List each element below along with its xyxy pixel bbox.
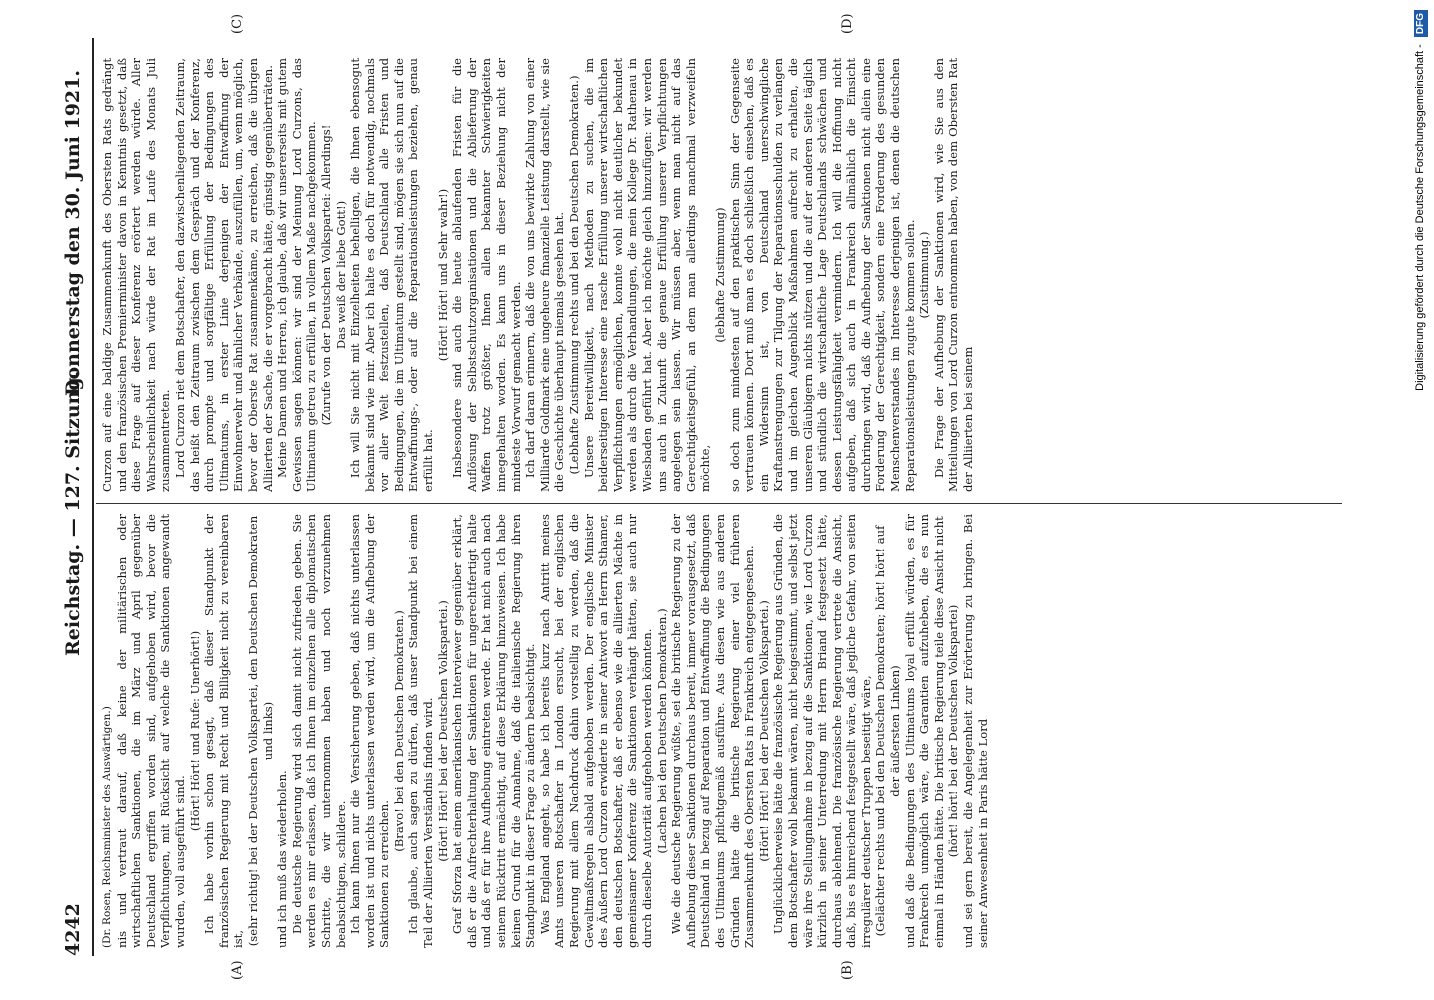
interjection: (Gelächter rechts und bei den Deutschen Demokraten; hört! hört! auf der äußersten Linken) bbox=[873, 525, 903, 937]
interjection: (Lachen bei den Deutschen Demokraten.) bbox=[654, 608, 669, 854]
interjection: (Hört! Hört! bei der Deutschen Volkspartei.) bbox=[756, 600, 771, 862]
interjection: (Zurufe von der Deutschen Volkspartei: Allerdings! bbox=[318, 124, 333, 426]
interjection: (sehr richtig! bei der Deutschen Volkspartei, den Deutschen Demokraten und links) bbox=[245, 515, 275, 947]
interjection: (Hört! Hört! und Rufe: Unerhört!) bbox=[187, 630, 202, 832]
paragraph: und daß die Bedingungen des Ultimatums loyal erfüllt würden, es für Frankreich unmöglich wäre, die Garantien aufzuheben, die es nun einmal in Händen hätte. Die britische Regierung teile diese Ansicht nicht bbox=[902, 514, 946, 948]
header-rule bbox=[92, 38, 94, 956]
column-divider bbox=[96, 503, 1342, 504]
paragraph: Die deutsche Regierung wird sich damit nicht zufrieden geben. Sie werden es mir erlassen, daß ich Ihnen im einzelnen alle diplomatischen Schritte, die wir unternommen haben und noch vorzunehmen beabsichtigen, schildere. bbox=[289, 514, 348, 948]
paragraph: Ich habe vorhin schon gesagt, daß dieser Standpunkt der französischen Regierung mit Recht und Billigkeit nicht zu vereinbaren ist, bbox=[202, 514, 246, 948]
credit-text: Digitalisierung gefördert durch die Deutsche Forschungsgemeinschaft - bbox=[1414, 44, 1426, 391]
paragraph: Graf Sforza hat einem amerikanischen Interviewer gegenüber erklärt, daß er die Aufrechterhaltung der Sanktionen für ungerechtfertigt halte und daß er für ihre Aufhebung eintreten werde. Er hat mich auch nach seinem Rücktritt ermächtigt, auf diese Erklärung hinzuweisen. Ich habe keinen Grund für die Annahme, daß die italienische Regierung ihren Standpunkt in dieser Frage zu ändern beabsichtigt. bbox=[450, 514, 538, 948]
paragraph: Ich glaube, auch sagen zu dürfen, daß unser Standpunkt bei einem Teil der Alliierten Verständnis finden wird. bbox=[406, 514, 436, 948]
interjection: Das weiß der liebe Gott!) bbox=[333, 200, 348, 350]
paragraph: Wie die deutsche Regierung wüßte, sei die britische Regierung zu der Aufhebung dieser Sanktionen durchaus bereit, immer vorausgesetzt, daß Deutschland in bezug auf Reparation und Entwaffnung die Bedingungen des Ultimatums pflichtgemäß ausführe. Aus diesen wie aus anderen Gründen hätte die britische Regierung einer viel früheren Zusammenkunft des Obersten Rats in Frankreich entgegengesehen. bbox=[669, 514, 757, 948]
paragraph: und sei gern bereit, die Angelegenheit zur Erörterung zu bringen. Bei seiner Anwesenheit in Paris hätte Lord bbox=[961, 514, 990, 948]
session-title: Reichstag. — 127. Sitzung. bbox=[62, 370, 84, 656]
paragraph: Curzon auf eine baldige Zusammenkunft des Obersten Rats gedrängt und den französischen Premierminister davon in Kenntnis gesetzt, daß diese Frage auf dieser Konferenz erörtert werden würde. Aller Wahrscheinlichkeit nach würde der Rat im Laufe des Monats Juli zusammentreten. bbox=[100, 58, 173, 492]
paragraph: nis und vertraut darauf, daß keine der militärischen oder wirtschaftlichen Sanktionen, die im März und April gegenüber Deutschland ergriffen worden sind, aufgehoben wird, bevor die Verpflichtungen, mit Rücksicht auf welche die Sanktionen angewandt wurden, voll ausgeführt sind. bbox=[114, 514, 187, 948]
paragraph: Insbesondere sind auch die heute ablaufenden Fristen für die Auflösung der Selbstschutzorganisationen und die Ablieferung der Waffen trotz größter, Ihnen allen bekannter Schwierigkeiten innegehalten worden. Es kann uns in dieser Beziehung nicht der mindeste Vorwurf gemacht werden. bbox=[450, 58, 523, 492]
paragraph: Unglücklicherweise hätte die französische Regierung aus Gründen, die dem Botschafter wohl bekannt wären, nicht beigestimmt, und selbst jetzt wäre ihre Stellungnahme in bezug auf die Sanktionen, wie Lord Curzon kürzlich in seiner Unterredung mit Herrn Briand festgesetzt hätte, durchaus ablehnend. Die französische Regierung vertrete die Ansicht, daß, bis es hinreichend festgestellt wäre, daß jegliche Gefahr, von seiten irregulärer deutscher Truppen beseitigt wäre, bbox=[771, 514, 873, 948]
interjection: (hört! hört! bei der Deutschen Volkspartei) bbox=[946, 604, 961, 858]
paragraph: Die Frage der Aufhebung der Sanktionen wird, wie Sie aus den Mitteilungen von Lord Curzon entnommen haben, von dem Obersten Rat der Alliierten bei seinem bbox=[931, 58, 976, 492]
paragraph: Was England angeht, so habe ich bereits kurz nach Antritt meines Amts unseren Botschafter in London ersucht, bei der englischen Regierung mit allem Nachdruck dahin vorstellig zu werden, daß die Gewaltmaßregeln alsbald aufgehoben werden. Der englische Minister des Äußern Lord Curzon erwiderte in seiner Antwort an Herrn Sthamer, den deutschen Botschafter, daß er ebenso wie die alliierten Mächte in gemeinsamer Konferenz die Sanktionen verhängt hätten, sie auch nur durch dieselbe Autorität aufgehoben werden könnten. bbox=[537, 514, 654, 948]
margin-mark-b: (B) bbox=[840, 960, 855, 980]
dfg-logo: DFG bbox=[1414, 10, 1428, 37]
interjection: (lebhafte Zustimmung) bbox=[712, 207, 727, 343]
interjection: (Hört! Hört! bei der Deutschen Volkspartei.) bbox=[435, 600, 450, 862]
paragraph: und ich muß das wiederholen. bbox=[275, 770, 290, 948]
paragraph: Lord Curzon riet dem Botschafter, den dazwischenliegenden Zeitraum, das heißt den Zeitraum zwischen dem Gespräch und der Konferenz, durch prompte und sorgfältige Erfüllung der Bedingungen des Ultimatums, in erster Linie derjenigen der Entwaffnung der Einwohnerwehr und ähnlicher Verbände, auszufüllen, um, wenn möglich, bevor der Oberste Rat zusammenkäme, zu erreichen, daß die übrigen Alliierten der Sache, die er vorgebracht hätte, günstig gegenüberträten. bbox=[172, 58, 275, 492]
page-number: 4242 bbox=[62, 903, 84, 956]
margin-mark-a: (A) bbox=[230, 960, 245, 980]
paragraph: Ich darf daran erinnern, daß die von uns bewirkte Zahlung von einer Milliarde Goldmark eine ungeheure finanzielle Leistung darstellt, wie sie die Geschichte überhaupt niemals gesehen hat. bbox=[523, 58, 567, 492]
session-date: Donnerstag den 30. Juni 1921. bbox=[62, 70, 84, 396]
interjection: (Hört! Hört! und Sehr wahr!) bbox=[435, 188, 450, 362]
right-column bbox=[100, 58, 1338, 492]
page-header bbox=[62, 38, 90, 956]
digitization-credit bbox=[1404, 10, 1428, 990]
paragraph: Meine Damen und Herren, ich glaube, daß wir unsererseits mit gutem Gewissen sagen können: wir sind der Meinung Lord Curzons, das Ultimatum getreu zu erfüllen, in vollem Maße nachgekommen. bbox=[275, 58, 319, 492]
interjection: (Zustimmung.) bbox=[917, 231, 932, 319]
margin-mark-d: (D) bbox=[840, 13, 855, 34]
paragraph: Unsere Bereitwilligkeit, nach Methoden zu suchen, die im beiderseitigen Interesse eine rasche Erfüllung unserer wirtschaftlichen Verpflichtungen ermöglichen, konnte wohl nicht deutlicher bekundet werden als durch die Verhandlungen, die mein Kollege Dr. Rathenau in Wiesbaden geführt hat. Aber ich möchte gleich hinzufügen: wir werden uns auch in Zukunft die genaue Erfüllung unserer Verpflichtungen angelegen sein lassen. Wir müssen aber, wenn man nicht auf das Gerechtigkeitsgefühl, an dem man allerdings manchmal verzweifeln möchte, bbox=[581, 58, 713, 492]
interjection: (Lebhafte Zustimmung rechts und bei den Deutschen Demokraten.) bbox=[567, 75, 581, 475]
paragraph: so doch zum mindesten auf den praktischen Sinn der Gegenseite vertrauen können. Dort muß man es doch schließlich einsehen, daß es ein Widersinn ist, von Deutschland unerschwingliche Kraftanstrengungen zur Tilgung der Reparationsschulden zu verlangen und im gleichen Augenblick Maßnahmen aufrecht zu erhalten, die unseren Gläubigern nichts nützen und die auf der anderen Seite täglich und stündlich die wirtschaftliche Lage Deutschlands schwächen und dessen Leistungsfähigkeit vermindern. Ich will die Hoffnung nicht aufgeben, daß sich auch in Frankreich allmählich die Einsicht durchringen wird, daß die Aufhebung der Sanktionen nicht allein eine Forderung der Gerechtigkeit, sondern eine Forderung des gesunden Menschenverstandes im Interesse derjenigen ist, denen die deutschen Reparationsleistungen zugute kommen sollen. bbox=[727, 58, 917, 492]
paragraph: Ich will Sie nicht mit Einzelheiten behelligen, die Ihnen ebensogut bekannt sind wie mir. Aber ich halte es doch für notwendig, nochmals vor aller Welt festzustellen, daß Deutschland alle Fristen und Bedingungen, die im Ultimatum gestellt sind, mögen sie sich nun auf die Entwaffnungs-, oder auf die Reparationsleistungen beziehen, genau erfüllt hat. bbox=[348, 58, 436, 492]
interjection: (Bravo! bei den Deutschen Demokraten.) bbox=[391, 610, 406, 852]
margin-mark-c: (C) bbox=[230, 13, 245, 34]
speaker-line: (Dr. Rosen, Reichsminister des Auswärtigen.) bbox=[101, 706, 113, 948]
left-column bbox=[100, 514, 1338, 948]
paragraph: Ich kann Ihnen nur die Versicherung geben, daß nichts unterlassen worden ist und nichts unterlassen werden wird, um die Aufhebung der Sanktionen zu erreichen. bbox=[348, 514, 392, 948]
